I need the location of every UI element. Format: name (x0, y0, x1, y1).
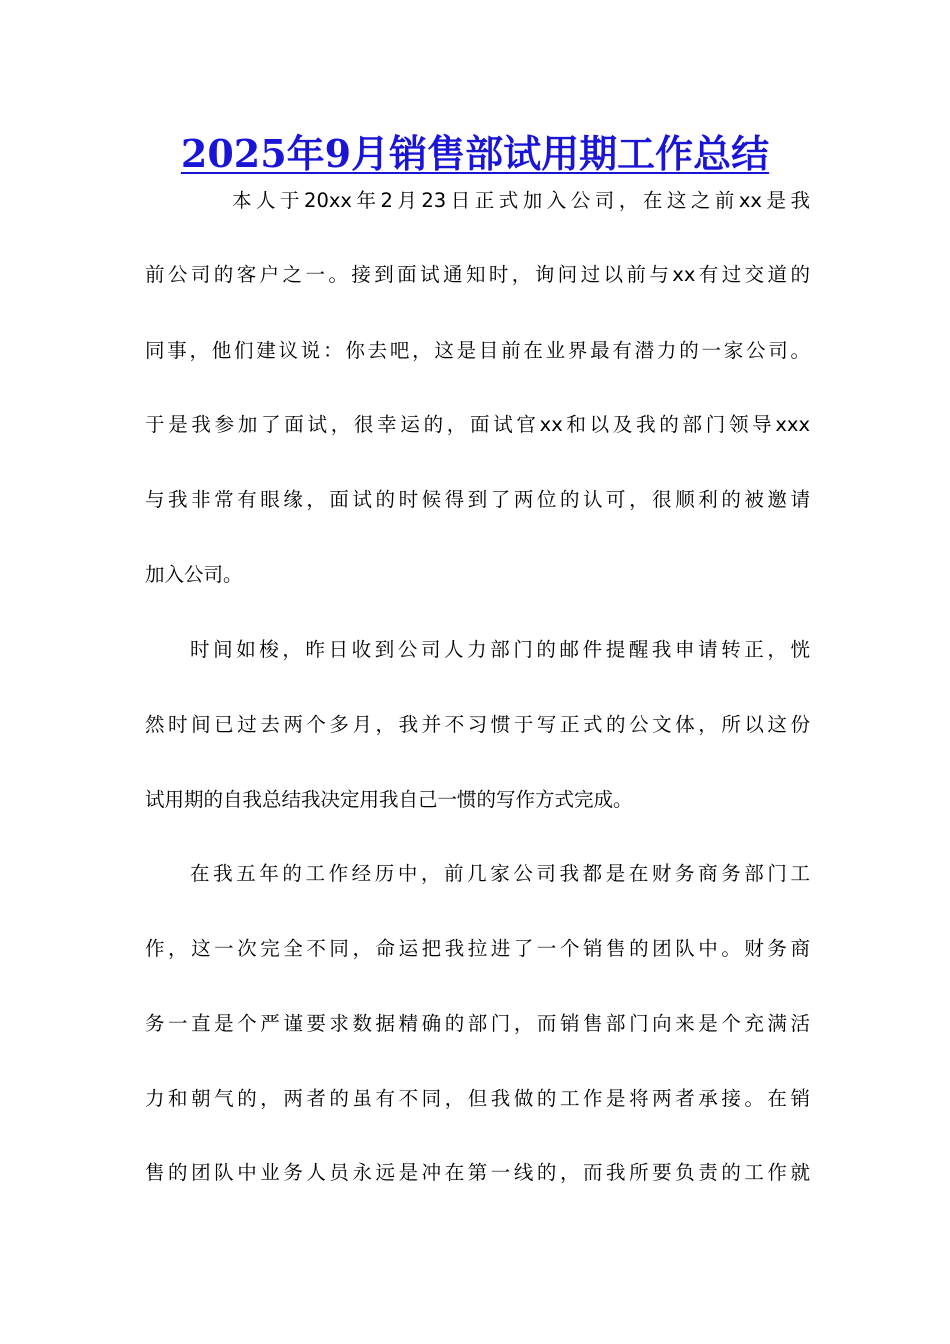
paragraph-line: 售的团队中业务人员永远是冲在第一线的，而我所要负责的工作就 (145, 1161, 810, 1184)
document-title: 2025年9月销售部试用期工作总结 (180, 131, 770, 176)
paragraph-line: 加入公司。 (145, 563, 243, 586)
paragraph-line: 试用期的自我总结我决定用我自己一惯的写作方式完成。 (145, 788, 633, 811)
paragraph-line: 力和朝气的，两者的虽有不同，但我做的工作是将两者承接。在销 (145, 1087, 810, 1110)
paragraph-line: 在我五年的工作经历中，前几家公司我都是在财务商务部门工 (190, 862, 810, 885)
paragraph-line: 然时间已过去两个多月，我并不习惯于写正式的公文体，所以这份 (145, 713, 810, 736)
paragraph-line: 与我非常有眼缘，面试的时候得到了两位的认可，很顺利的被邀请 (145, 488, 810, 511)
paragraph-line: 于是我参加了面试，很幸运的，面试官xx和以及我的部门领导xxx (145, 413, 810, 436)
paragraph-line: 时间如梭，昨日收到公司人力部门的邮件提醒我申请转正，恍 (190, 638, 810, 661)
paragraph-line: 务一直是个严谨要求数据精确的部门，而销售部门向来是个充满活 (145, 1012, 810, 1035)
paragraph-line: 作，这一次完全不同，命运把我拉进了一个销售的团队中。财务商 (145, 937, 810, 960)
paragraph-line: 本人于20xx年2月23日正式加入公司，在这之前xx是我 (232, 189, 810, 212)
paragraph-line: 前公司的客户之一。接到面试通知时，询问过以前与xx有过交道的 (145, 263, 810, 286)
paragraph-line: 同事，他们建议说：你去吧，这是目前在业界最有潜力的一家公司。 (145, 339, 810, 362)
